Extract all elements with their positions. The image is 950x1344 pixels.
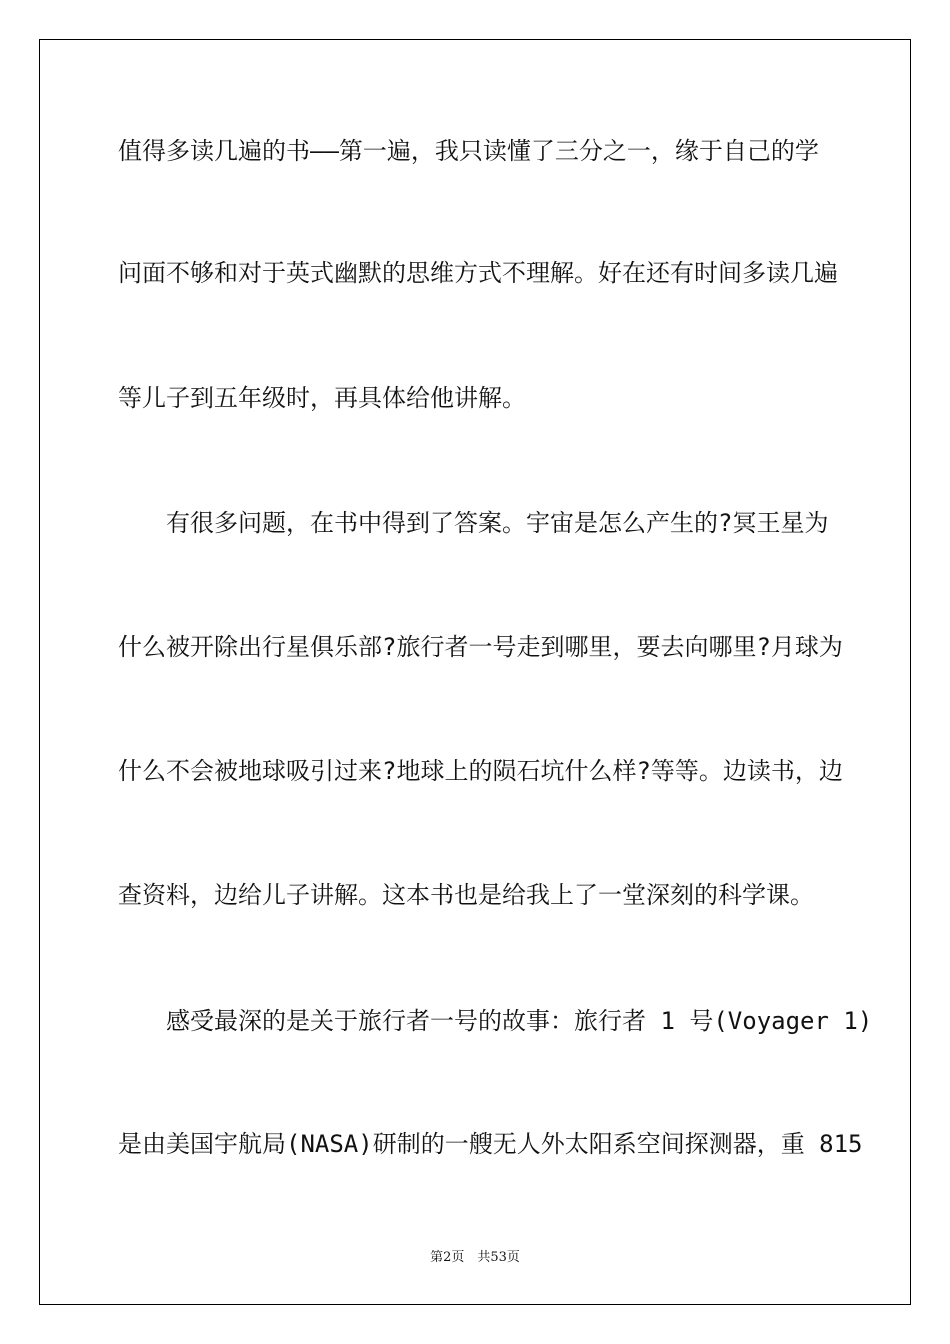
page-number-footer: 第2页 共53页	[430, 1250, 520, 1265]
text-line-1: 值得多读几遍的书——第一遍，我只读懂了三分之一，缘于自己的学	[118, 137, 819, 165]
text-line-8: 感受最深的是关于旅行者一号的故事：旅行者 1 号(Voyager 1)	[166, 1007, 873, 1035]
text-line-3: 等儿子到五年级时，再具体给他讲解。	[118, 384, 526, 412]
text-line-2: 问面不够和对于英式幽默的思维方式不理解。好在还有时间多读几遍	[118, 259, 838, 287]
text-line-5: 什么被开除出行星俱乐部?旅行者一号走到哪里，要去向哪里?月球为	[118, 633, 843, 661]
text-line-6: 什么不会被地球吸引过来?地球上的陨石坑什么样?等等。边读书，边	[118, 757, 843, 785]
text-line-9: 是由美国宇航局(NASA)研制的一艘无人外太阳系空间探测器，重 815	[118, 1130, 863, 1158]
text-line-4: 有很多问题，在书中得到了答案。宇宙是怎么产生的?冥王星为	[166, 509, 829, 537]
page-border	[39, 39, 911, 1305]
text-line-7: 查资料，边给儿子讲解。这本书也是给我上了一堂深刻的科学课。	[118, 881, 814, 909]
